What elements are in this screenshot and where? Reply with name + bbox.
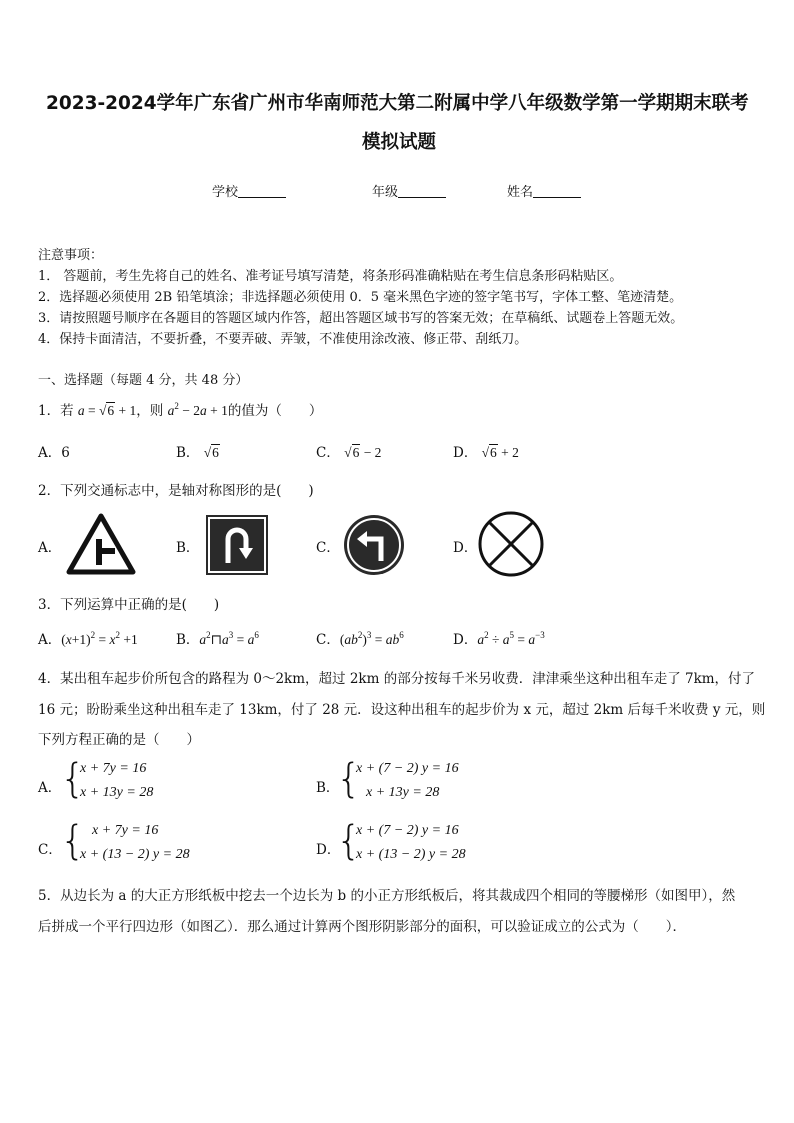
question-3-stem: 3．下列运算中正确的是( ) <box>38 597 220 613</box>
q2-label-a: A． <box>38 540 62 556</box>
q2-label-c: C． <box>316 540 340 556</box>
field-name <box>507 181 581 200</box>
q1-option-d: D． √6 + 2 <box>453 445 519 461</box>
question-5-line-2: 后拼成一个平行四边形（如图乙）．那么通过计算两个图形阴影部分的面积，可以验证成立的公式为（ ）． <box>38 919 686 935</box>
q3-option-d: D．$a^2 \div a^5 = a^{-3}$ <box>453 630 545 648</box>
q3-option-c: C．$(ab^2)^3 = ab^6$ <box>316 630 404 648</box>
q4-label-a: A． <box>38 780 62 796</box>
equation: x + (13 − 2) y = 28 <box>356 847 466 862</box>
circle-x-sign-icon <box>477 510 545 578</box>
question-5-line-1: 5．从边长为 a 的大正方形纸板中挖去一个边长为 b 的小正方形纸板后，将其裁成四个相同的等腰梯形（如图甲），然 <box>38 888 736 904</box>
equation: x + (7 − 2) y = 16 <box>356 823 459 838</box>
q2-label-d: D． <box>453 540 478 556</box>
t-junction-sign-icon <box>66 513 136 575</box>
q1-option-c: C． √6 − 2 <box>316 445 382 461</box>
equation: x + (13 − 2) y = 28 <box>80 847 190 862</box>
q4-label-c: C． <box>38 842 62 858</box>
left-turn-sign-icon <box>341 513 407 577</box>
field-grade <box>372 181 446 200</box>
q3-option-a: A．$(x+1)^2 = x^2 +1$ <box>38 630 138 648</box>
question-1-stem: 1．若 a = √6 + 1，则 $a^2 - 2a + 1$的值为（ ） <box>38 401 323 419</box>
q4-label-d: D． <box>316 842 341 858</box>
section-heading: 一、选择题（每题 4 分，共 48 分） <box>38 373 249 388</box>
notice-item: 1． 答题前，考生先将自己的姓名、准考证号填写清楚，将条形码准确粘贴在考生信息条形码粘贴区。 <box>38 269 623 284</box>
equation: x + 13y = 28 <box>366 785 440 800</box>
field-school <box>212 181 286 200</box>
equation: x + 7y = 16 <box>92 823 159 838</box>
title-line-1: 2023-2024学年广东省广州市华南师范大第二附属中学八年级数学第一学期期末联考 <box>46 93 749 114</box>
notice-item: 4．保持卡面清洁，不要折叠，不要弄破、弄皱，不准使用涂改液、修正带、刮纸刀。 <box>38 332 528 347</box>
q1-option-b: B． √6 <box>176 445 219 461</box>
q1-option-a: A．6 <box>38 445 70 461</box>
question-4-line-2: 16 元；盼盼乘坐这种出租车走了 13km，付了 28 元．设这种出租车的起步价为 x 元，超过 2km 后每千米收费 y 元，则 <box>38 702 766 718</box>
question-4-line-1: 4．某出租车起步价所包含的路程为 0～2km，超过 2km 的部分按每千米另收费．津津乘坐这种出租车走了 7km，付了 <box>38 671 756 687</box>
question-4-line-3: 下列方程正确的是（ ） <box>38 732 200 748</box>
school-blank <box>238 185 286 198</box>
q2-label-b: B． <box>176 540 200 556</box>
field-grade-label: 年级 <box>372 185 399 200</box>
q3-option-b: B．$a^2⊓a^3 = a^6$ <box>176 630 259 648</box>
title-line-2: 模拟试题 <box>362 132 437 153</box>
notice-heading: 注意事项： <box>38 248 104 263</box>
equation: x + 13y = 28 <box>80 785 154 800</box>
equation: x + 7y = 16 <box>80 761 147 776</box>
field-name-label: 姓名 <box>507 185 534 200</box>
name-blank <box>533 185 581 198</box>
question-2-stem: 2．下列交通标志中，是轴对称图形的是( ) <box>38 483 314 499</box>
grade-blank <box>398 185 446 198</box>
notice-item: 2．选择题必须使用 2B 铅笔填涂；非选择题必须使用 0．5 毫米黑色字迹的签字笔书写，字体工整、笔迹清楚。 <box>38 290 683 305</box>
q4-label-b: B． <box>316 780 340 796</box>
u-turn-sign-icon <box>206 515 268 575</box>
notice-item: 3．请按照题号顺序在各题目的答题区域内作答，超出答题区域书写的答案无效；在草稿纸、试题卷上答题无效。 <box>38 311 684 326</box>
field-school-label: 学校 <box>212 185 239 200</box>
equation: x + (7 − 2) y = 16 <box>356 761 459 776</box>
